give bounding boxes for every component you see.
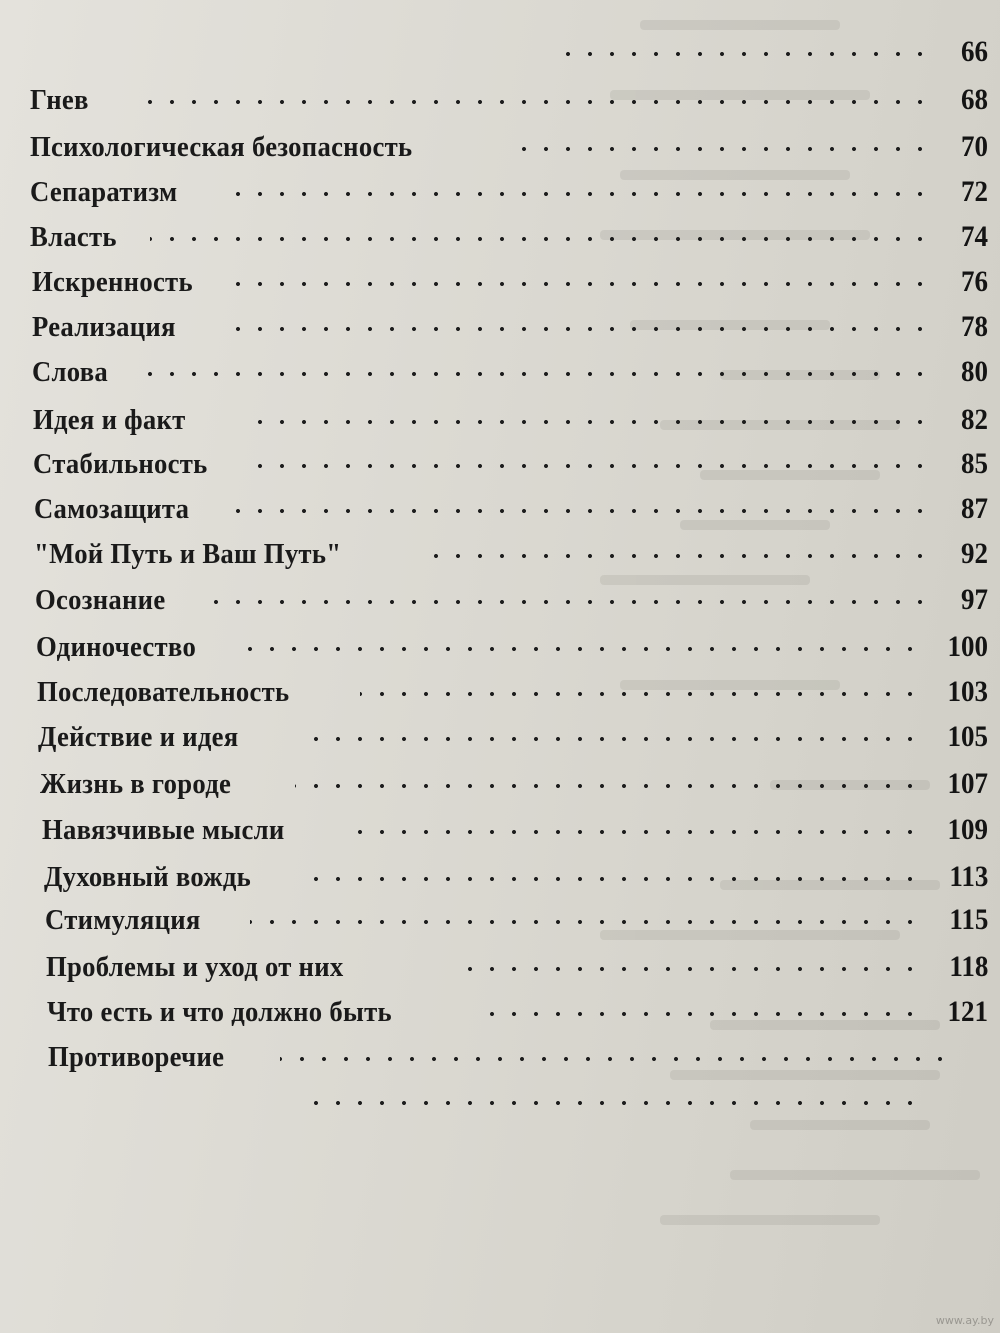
toc-entry <box>0 578 1000 622</box>
toc-entry-title: Самозащита <box>34 493 190 525</box>
toc-entry-title: Навязчивые мысли <box>42 814 285 846</box>
toc-entry-title: Идея и факт <box>33 404 186 436</box>
toc-dot-leader <box>450 967 930 971</box>
toc-entry <box>0 78 1000 122</box>
toc-entry-title: Проблемы и уход от них <box>46 951 344 983</box>
toc-entry-page-number: 66 <box>961 35 988 68</box>
toc-entry-page-number: 74 <box>961 220 988 253</box>
toc-entry-title: Реализация <box>32 311 176 343</box>
toc-dot-leader <box>250 464 940 468</box>
toc-entry <box>0 898 1000 942</box>
toc-entry-page-number: 72 <box>961 175 988 208</box>
toc-entry-page-number: 92 <box>961 537 988 570</box>
toc-entry-title: Что есть и что должно быть <box>47 996 392 1028</box>
toc-entry <box>0 398 1000 442</box>
toc-entry-page-number: 70 <box>961 130 988 163</box>
toc-entry-title: Действие и идея <box>38 721 239 753</box>
toc-entry-page-number: 105 <box>947 720 988 753</box>
toc-entry-page-number: 87 <box>961 492 988 525</box>
toc-dot-leader <box>230 282 940 286</box>
toc-entry-page-number: 113 <box>948 860 988 893</box>
toc-entry <box>0 625 1000 669</box>
toc-entry-page-number: 115 <box>948 903 988 936</box>
toc-entry <box>0 1035 1000 1079</box>
toc-entry-page-number: 100 <box>947 630 988 663</box>
toc-entry-title: Власть <box>30 221 117 253</box>
toc-entry-page-number: 80 <box>961 355 988 388</box>
toc-dot-leader <box>340 830 930 834</box>
toc-entry-title: "Мой Путь и Ваш Путь" <box>34 538 342 570</box>
toc-dot-leader <box>150 237 940 241</box>
toc-entry-page-number: 118 <box>948 950 988 983</box>
toc-entry-title: Стимуляция <box>45 904 201 936</box>
toc-entry-page-number: 76 <box>961 265 988 298</box>
toc-entry-page-number: 85 <box>961 447 988 480</box>
toc-entry-title: Искренность <box>32 266 193 298</box>
toc-entry-title: Одиночество <box>36 631 197 663</box>
toc-entry <box>0 350 1000 394</box>
toc-entry <box>0 30 1000 74</box>
toc-entry-page-number: 109 <box>947 813 988 846</box>
toc-entry-page-number: 68 <box>961 83 988 116</box>
toc-entry <box>0 762 1000 806</box>
toc-entry-page-number: 121 <box>947 995 988 1028</box>
toc-entry-page-number: 78 <box>961 310 988 343</box>
toc-entry-page-number: 107 <box>947 767 988 800</box>
toc-entry <box>0 990 1000 1034</box>
toc-dot-leader <box>235 509 940 513</box>
toc-dot-leader <box>510 147 940 151</box>
toc-entry <box>0 532 1000 576</box>
toc-entry <box>0 170 1000 214</box>
toc-dot-leader <box>220 327 940 331</box>
toc-dot-leader <box>310 737 930 741</box>
toc-dot-leader <box>135 100 940 104</box>
toc-dot-leader <box>145 372 940 376</box>
toc-dot-leader <box>300 1101 930 1105</box>
toc-entry <box>0 305 1000 349</box>
toc-dot-leader <box>240 647 930 651</box>
toc-dot-leader <box>250 920 930 924</box>
toc-dot-leader <box>490 1012 930 1016</box>
toc-entry-title: Последовательность <box>37 676 290 708</box>
toc-entry-title: Слова <box>32 356 109 388</box>
toc-entry <box>0 215 1000 259</box>
toc-entry-title: Гнев <box>30 84 89 116</box>
toc-entry <box>0 855 1000 899</box>
toc-entry <box>0 442 1000 486</box>
toc-dot-leader <box>250 420 940 424</box>
toc-entry-title: Психологическая безопасность <box>30 131 413 163</box>
toc-entry-continuation <box>0 1079 1000 1123</box>
toc-dot-leader <box>305 877 930 881</box>
toc-entry-page-number: 82 <box>961 403 988 436</box>
toc-dot-leader <box>295 784 930 788</box>
toc-dot-leader <box>420 554 940 558</box>
toc-dot-leader <box>360 692 930 696</box>
toc-entry <box>0 487 1000 531</box>
toc-entry-page-number: 103 <box>947 675 988 708</box>
toc-entry-title: Осознание <box>35 584 166 616</box>
toc-entry <box>0 808 1000 852</box>
toc-entry <box>0 715 1000 759</box>
toc-entry-title: Жизнь в городе <box>40 768 232 800</box>
toc-dot-leader <box>230 192 940 196</box>
toc-entry <box>0 125 1000 169</box>
toc-entry-title: Стабильность <box>33 448 208 480</box>
toc-dot-leader <box>280 1057 960 1061</box>
toc-entry-title: Противоречие <box>48 1041 225 1073</box>
toc-entry <box>0 670 1000 714</box>
toc-entry <box>0 945 1000 989</box>
toc-entry-title: Сепаратизм <box>30 176 178 208</box>
toc-dot-leader <box>210 600 940 604</box>
toc-entry-title: Духовный вождь <box>44 861 252 893</box>
toc-dot-leader <box>560 52 940 56</box>
toc-entry <box>0 260 1000 304</box>
toc-entry-page-number: 97 <box>961 583 988 616</box>
watermark-text: www.ay.by <box>935 1314 994 1327</box>
